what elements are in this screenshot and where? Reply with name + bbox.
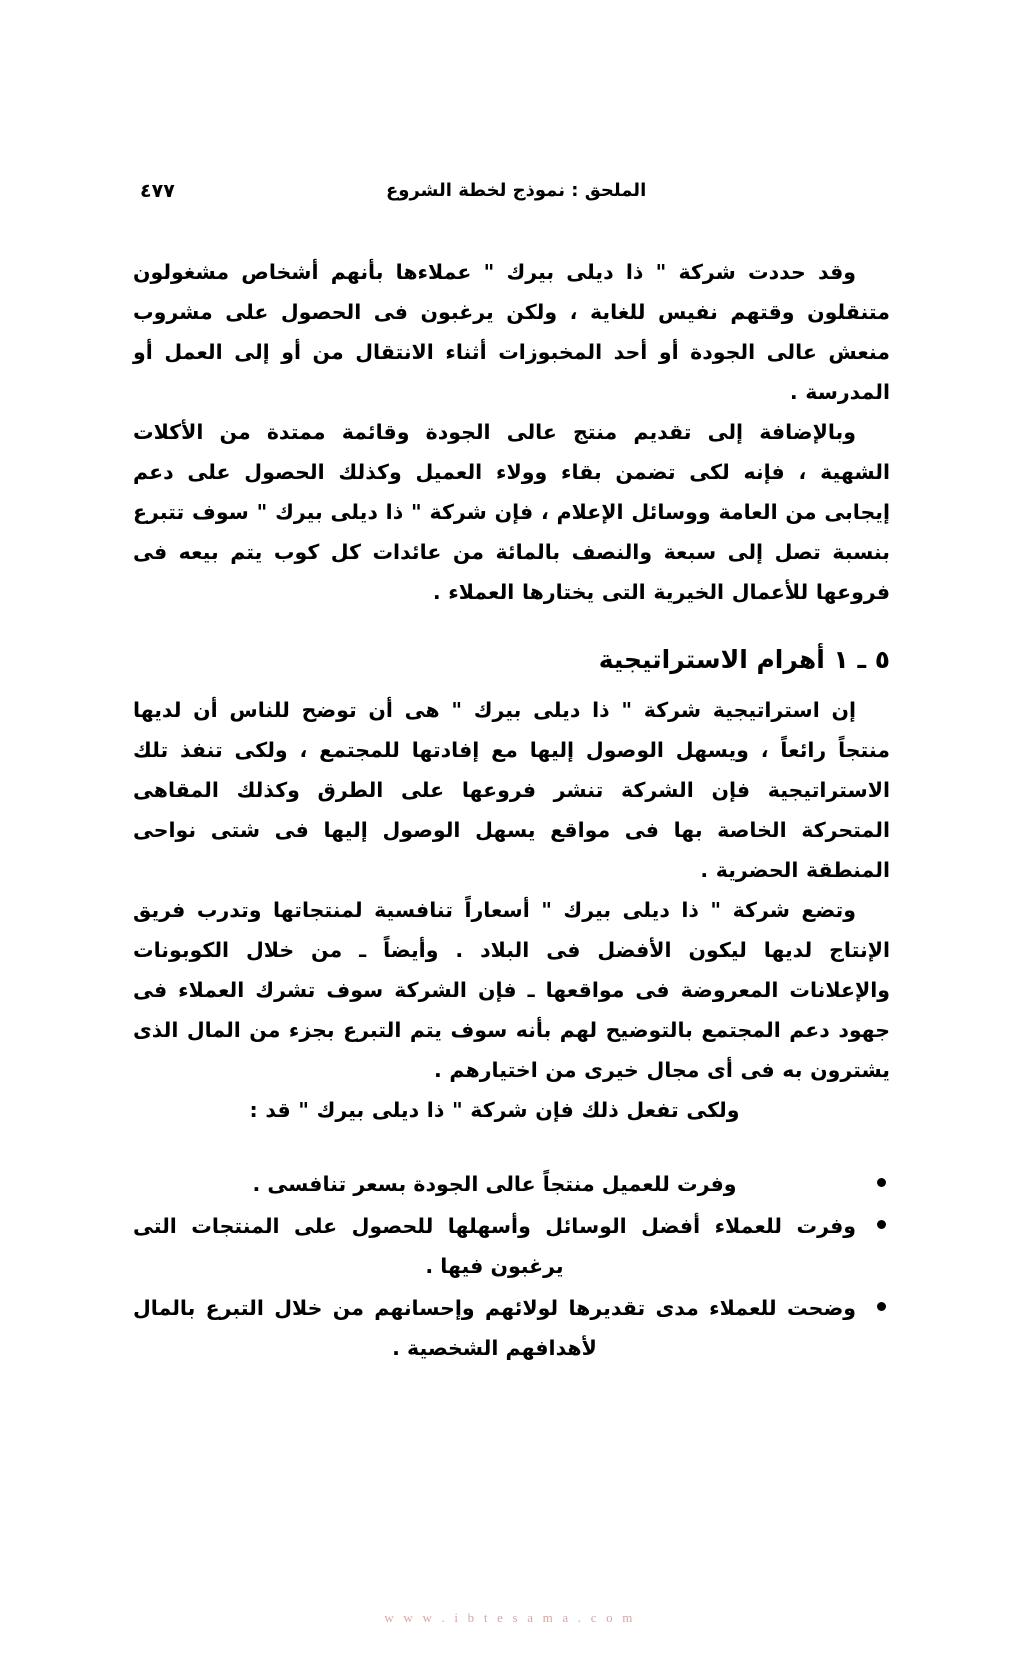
page-number: ٤٧٧ <box>140 180 175 202</box>
list-item-label: وفرت للعملاء أفضل الوسائل وأسهلها للحصول على المنتجات التى يرغبون فيها . <box>133 1214 856 1278</box>
list-item <box>133 1206 890 1286</box>
bullet-dot-icon <box>877 1220 886 1229</box>
paragraph-customers: وقد حددت شركة " ذا ديلى بيرك " عملاءها بأنهم أشخاص مشغولون متنقلون وقتهم نفيس للغاية ، ولكن يرغبون فى الحصول على مشروب منعش عالى الجودة أو أحد المخبوزات أثناء الانتقال من أو إلى العمل أو المدرسة . <box>133 260 890 404</box>
section-heading-strategy-pyramids: ٥ ـ ١ أهرام الاستراتيجية <box>598 645 890 674</box>
body-text-column <box>133 252 890 1370</box>
strategy-bullet-list <box>133 1164 890 1368</box>
list-item <box>133 1164 890 1204</box>
list-item-label: وفرت للعميل منتجاً عالى الجودة بسعر تنافسى . <box>252 1172 737 1196</box>
running-head <box>140 178 880 208</box>
paragraph-strategy-3: ولكى تفعل ذلك فإن شركة " ذا ديلى بيرك " قد : <box>249 1098 740 1122</box>
bullet-dot-icon <box>877 1178 886 1187</box>
bullet-dot-icon <box>877 1302 886 1311</box>
paragraph-strategy-1: إن استراتيجية شركة " ذا ديلى بيرك " هى أن توضح للناس أن لديها منتجاً رائعاً ، ويسهل الوصول إليها مع إفادتها للمجتمع ، ولكى تنفذ تلك الاستراتيجية فإن الشركة تنشر فروعها على الطرق وكذلك المقاهى المتحركة الخاصة بها فى مواقع يسهل الوصول إليها فى شتى نواحى المنطقة الحضرية . <box>133 698 890 882</box>
footer-watermark: w w w . i b t e s a m a . c o m <box>384 1610 636 1625</box>
running-head-title: الملحق : نموذج لخطة الشروع <box>386 180 647 201</box>
paragraph-strategy-2: وتضع شركة " ذا ديلى بيرك " أسعاراً تنافسية لمنتجاتها وتدرب فريق الإنتاج لديها ليكون الأفضل فى البلاد . وأيضاً ـ من خلال الكوبونات والإعلانات المعروضة فى مواقعها ـ فإن الشركة سوف تشرك العملاء فى جهود دعم المجتمع بالتوضيح لهم بأنه سوف يتم التبرع بجزء من المال الذى يشترون به فى أى مجال خيرى من اختيارهم . <box>133 898 890 1082</box>
list-item <box>133 1288 890 1368</box>
list-item-label: وضحت للعملاء مدى تقديرها لولائهم وإحسانهم من خلال التبرع بالمال لأهدافهم الشخصية . <box>133 1296 856 1360</box>
paragraph-donation: وبالإضافة إلى تقديم منتج عالى الجودة وقائمة ممتدة من الأكلات الشهية ، فإنه لكى تضمن بقاء وولاء العميل وكذلك الحصول على دعم إيجابى من العامة ووسائل الإعلام ، فإن شركة " ذا ديلى بيرك " سوف تتبرع بنسبة تصل إلى سبعة والنصف بالمائة من عائدات كل كوب يتم بيعه فى فروعها للأعمال الخيرية التى يختارها العملاء . <box>133 420 890 604</box>
